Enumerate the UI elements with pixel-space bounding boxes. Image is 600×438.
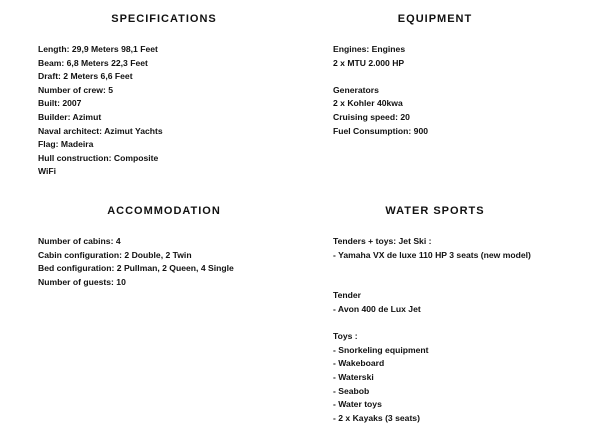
spec-naval-architect: Naval architect: Azimut Yachts	[38, 125, 163, 136]
water-sports-toy-seabob: - Seabob	[333, 385, 370, 396]
water-sports-spacer-3	[333, 317, 531, 331]
equipment-generators-value: 2 x Kohler 40kwa	[333, 98, 403, 109]
water-sports-tender-label: Tender	[333, 290, 362, 301]
water-sports-toy-wakeboard: - Wakeboard	[333, 358, 385, 369]
water-sports-tenders-toys-value: - Yamaha VX de luxe 110 HP 3 seats (new model)	[333, 249, 531, 260]
spec-built: Built: 2007	[38, 98, 82, 109]
spec-crew: Number of crew: 5	[38, 84, 113, 95]
water-sports-spacer-1	[333, 262, 531, 276]
spec-flag: Flag: Madeira	[38, 139, 94, 150]
equipment-engines-label: Engines: Engines	[333, 44, 406, 54]
accommodation-list	[38, 235, 234, 289]
specifications-heading: SPECIFICATIONS	[111, 13, 217, 25]
equipment-cruising-speed: Cruising speed: 20	[333, 111, 410, 122]
equipment-list	[333, 43, 428, 138]
accommodation-heading: ACCOMMODATION	[107, 205, 221, 217]
spec-draft: Draft: 2 Meters 6,6 Feet	[38, 71, 133, 82]
accommodation-cabins: Number of cabins: 4	[38, 236, 121, 246]
water-sports-toy-waterski: - Waterski	[333, 371, 374, 382]
equipment-engines-value: 2 x MTU 2.000 HP	[333, 57, 405, 68]
accommodation-bed-configuration: Bed configuration: 2 Pullman, 2 Queen, 4 Single	[38, 263, 234, 274]
specifications-list	[38, 43, 163, 179]
water-sports-toy-snorkeling: - Snorkeling equipment	[333, 344, 429, 355]
spec-hull-construction: Hull construction: Composite	[38, 152, 159, 163]
equipment-fuel-consumption: Fuel Consumption: 900	[333, 125, 429, 136]
equipment-heading: EQUIPMENT	[397, 13, 473, 25]
water-sports-heading: WATER SPORTS	[385, 205, 485, 217]
spec-builder: Builder: Azimut	[38, 111, 102, 122]
equipment-spacer	[333, 70, 428, 84]
equipment-generators-label: Generators	[333, 84, 379, 95]
water-sports-tender-value: - Avon 400 de Lux Jet	[333, 303, 421, 314]
spec-length: Length: 29,9 Meters 98,1 Feet	[38, 44, 158, 54]
accommodation-guests: Number of guests: 10	[38, 276, 126, 287]
water-sports-toy-kayaks: - 2 x Kayaks (3 seats)	[333, 412, 420, 423]
water-sports-list	[333, 235, 531, 425]
water-sports-spacer-2	[333, 276, 531, 290]
accommodation-cabin-configuration: Cabin configuration: 2 Double, 2 Twin	[38, 249, 192, 260]
spec-wifi: WiFi	[38, 166, 57, 177]
water-sports-toy-water-toys: - Water toys	[333, 399, 382, 410]
water-sports-toys-label: Toys :	[333, 331, 358, 342]
water-sports-tenders-toys-label: Tenders + toys: Jet Ski :	[333, 236, 432, 246]
spec-beam: Beam: 6,8 Meters 22,3 Feet	[38, 57, 148, 68]
